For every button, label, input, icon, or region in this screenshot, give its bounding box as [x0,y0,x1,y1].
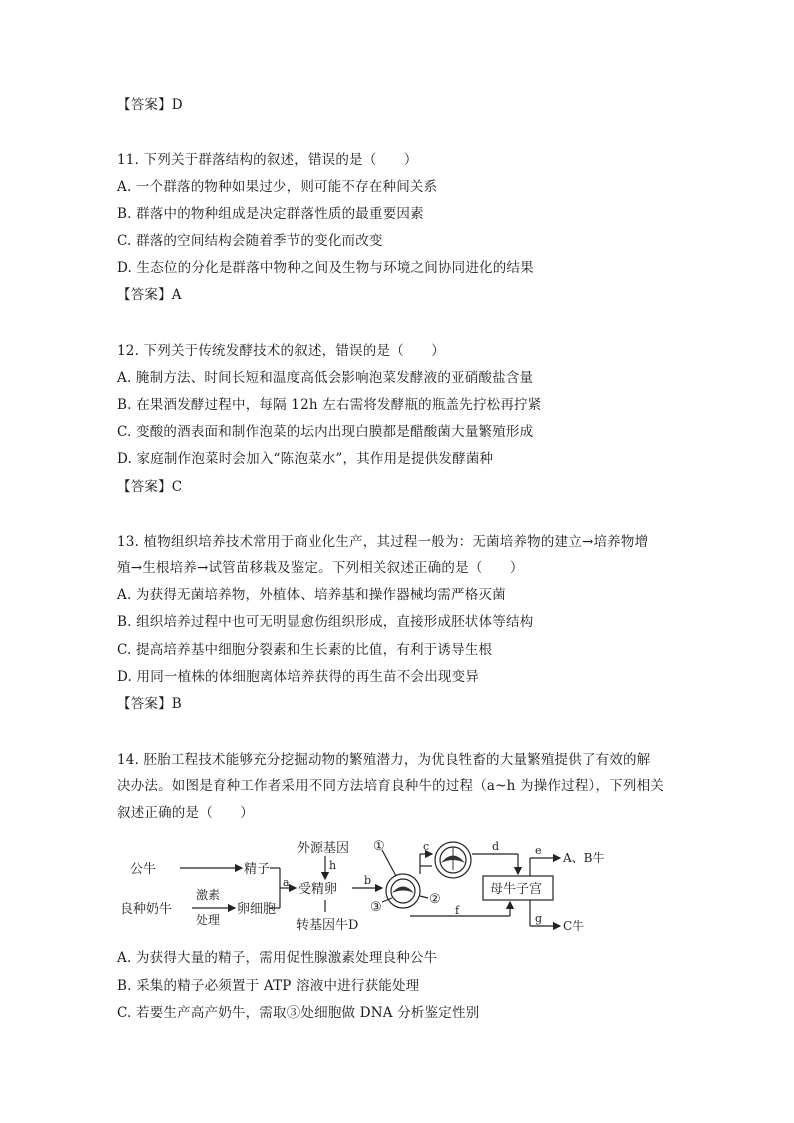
answer-13: 【答案】B [117,696,182,712]
q14-option-b: B. 采集的精子必须置于 ATP 溶液中进行获能处理 [117,978,420,994]
label-bull: 公牛 [130,862,157,877]
mark-2: ② [429,892,441,907]
label-g: g [535,912,543,925]
label-foreign-gene: 外源基因 [297,841,350,856]
q14-stem-line2: 决办法。如图是育种工作者采用不同方法培育良种牛的过程（a~h 为操作过程），下列相关 [117,778,664,794]
q13-stem-line1: 13. 植物组织培养技术常用于商业化生产，其过程一般为：无菌培养物的建立→培养物增 [117,534,649,550]
q14-option-a: A. 为获得大量的精子，需用促性腺激素处理良种公牛 [117,950,438,966]
label-a: a [283,876,290,889]
breeding-diagram [120,836,620,941]
q12-option-b: B. 在果酒发酵过程中，每隔 12h 左右需将发酵瓶的瓶盖先拧松再拧紧 [117,397,542,413]
label-f: f [455,904,460,917]
q13-option-d: D. 用同一植株的体细胞离体培养获得的再生苗不会出现变异 [117,669,480,685]
label-egg: 卵细胞 [237,902,277,917]
answer-11: 【答案】A [117,287,182,303]
label-transgenic-cattle: 转基因牛D [296,918,359,933]
q14-option-c: C. 若要生产高产奶牛，需取③处细胞做 DNA 分析鉴定性别 [117,1005,480,1021]
label-cow: 良种奶牛 [120,902,173,917]
q11-option-d: D. 生态位的分化是群落中物种之间及生物与环境之间协同进化的结果 [117,260,534,276]
label-d: d [492,840,500,853]
q11-option-c: C. 群落的空间结构会随着季节的变化而改变 [117,233,383,249]
label-b: b [364,874,372,887]
label-sperm: 精子 [244,862,271,877]
mark-1: ① [373,839,385,854]
q12-option-c: C. 变酸的酒表面和制作泡菜的坛内出现白膜都是醋酸菌大量繁殖形成 [117,424,534,440]
label-e: e [535,844,542,857]
label-c: c [423,840,430,853]
label-cattle-ab: A、B牛 [563,851,605,865]
label-h: h [329,859,337,872]
label-uterus: 母牛子宫 [490,882,543,897]
q11-option-b: B. 群落中的物种组成是决定群落性质的最重要因素 [117,206,424,222]
q13-option-a: A. 为获得无菌培养物，外植体、培养基和操作器械均需严格灭菌 [117,587,506,603]
answer-10: 【答案】D [117,97,183,113]
q11-option-a: A. 一个群落的物种如果过少，则可能不存在种间关系 [117,179,438,195]
mark-3: ③ [370,900,382,915]
q13-option-c: C. 提高培养基中细胞分裂素和生长素的比值，有利于诱导生根 [117,642,493,658]
answer-12: 【答案】C [117,479,183,495]
label-hormone-1: 激素 [196,888,221,902]
q12-option-a: A. 腌制方法、时间长短和温度高低会影响泡菜发酵液的亚硝酸盐含量 [117,370,534,386]
q12-option-d: D. 家庭制作泡菜时会加入“陈泡菜水”，其作用是提供发酵菌种 [117,451,494,467]
label-cattle-c: C牛 [563,919,585,933]
label-hormone-2: 处理 [196,913,221,927]
q13-option-b: B. 组织培养过程中也可无明显愈伤组织形成，直接形成胚状体等结构 [117,614,534,630]
q13-stem-line2: 殖→生根培养→试管苗移栽及鉴定。下列相关叙述正确的是（ ） [117,560,524,576]
q11-stem: 11. 下列关于群落结构的叙述，错误的是（ ） [117,152,418,168]
q14-stem-line1: 14. 胚胎工程技术能够充分挖掘动物的繁殖潜力，为优良牲畜的大量繁殖提供了有效的解 [117,752,651,768]
q14-stem-line3: 叙述正确的是（ ） [117,805,254,821]
q12-stem: 12. 下列关于传统发酵技术的叙述，错误的是（ ） [117,343,445,359]
label-zygote: 受精卵 [298,882,338,897]
